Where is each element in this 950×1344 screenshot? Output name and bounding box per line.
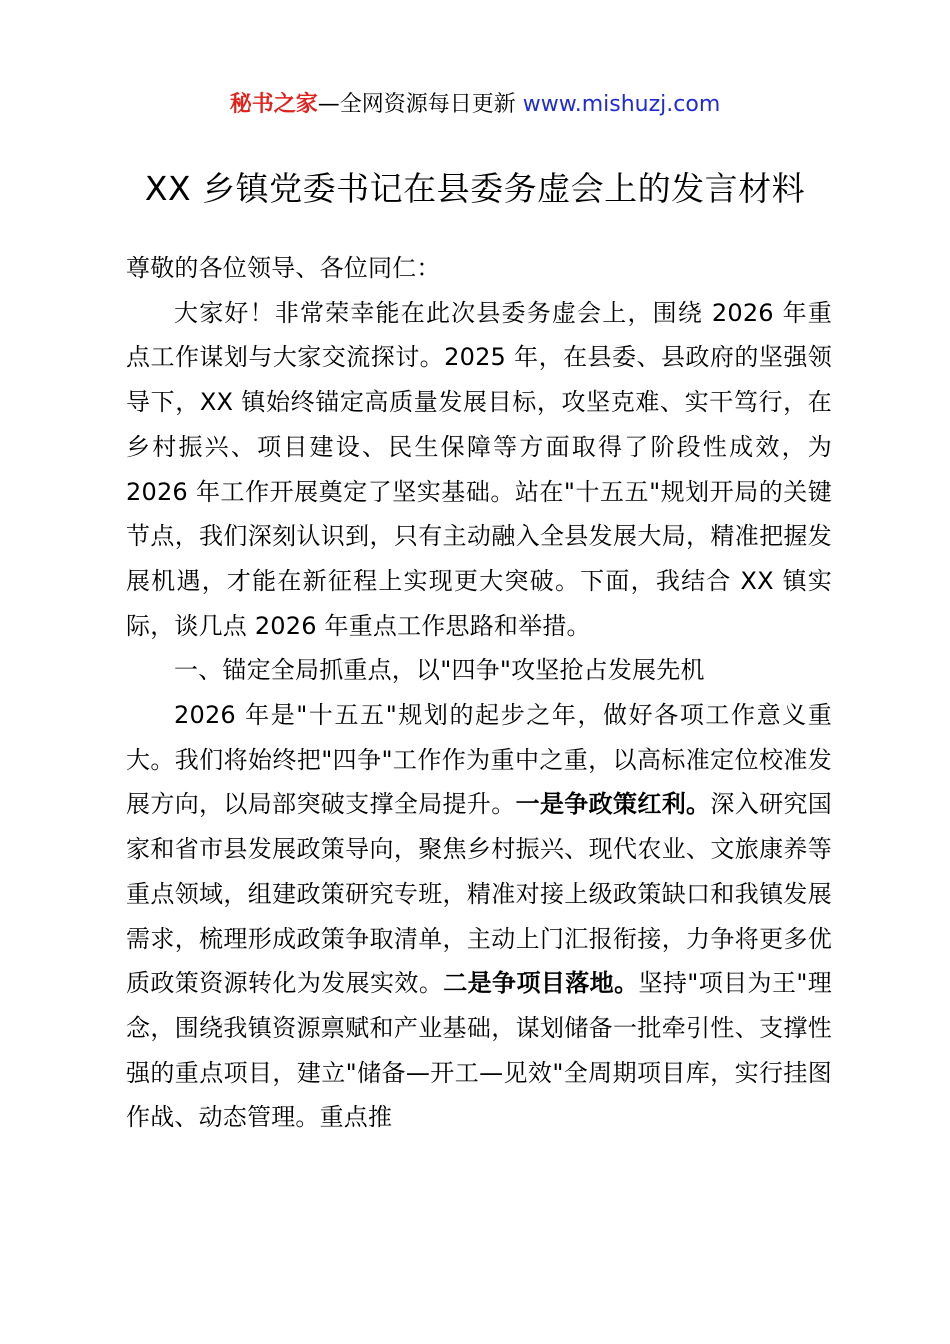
site-tagline: 全网资源每日更新 [339, 92, 516, 117]
section-heading: 一、锚定全局抓重点，以"四争"攻坚抢占发展先机 [174, 656, 705, 685]
document-title: XX 乡镇党委书记在县委务虚会上的发言材料 [144, 169, 806, 208]
point-2-title: 二是争项目落地。 [443, 969, 639, 998]
document-body [126, 246, 832, 1140]
intro-paragraph: 大家好！非常荣幸能在此次县委务虚会上，围绕 2026 年重点工作谋划与大家交流探讨。2025 年，在县委、县政府的坚强领导下，XX 镇始终锚定高质量发展目标，攻坚克难、实干笃行，在乡村振兴、项目建设、民生保障等方面取得了阶段性成效，为 2026 年工作开展奠定了坚实基础。站在"十五五"规划开局的关键节点，我们深刻认识到，只有主动融入全县发展大局，精准把握发展机遇，才能在新征程上实现更大突破。下面，我结合 XX 镇实际，谈几点 2026 年重点工作思路和举措。 [126, 298, 832, 640]
site-brand: 秘书之家 [229, 92, 318, 117]
section-lead-text: 2026 年是"十五五"规划的起步之年，做好各项工作意义重大。我们将始终把"四争"工作作为重中之重，以高标准定位校准发展方向，以局部突破支撑全局提升。 [126, 701, 832, 819]
site-banner [0, 88, 950, 122]
point-2-text: 坚持"项目为王"理念，围绕我镇资源禀赋和产业基础，谋划储备一批牵引性、支撑性强的重点项目，建立"储备—开工—见效"全周期项目库，实行挂图作战、动态管理。重点推 [126, 969, 832, 1132]
point-1-title: 一是争政策红利。 [515, 790, 711, 819]
point-1-text: 深入研究国家和省市县发展政策导向，聚焦乡村振兴、现代农业、文旅康养等重点领域，组建政策研究专班，精准对接上级政策缺口和我镇发展需求，梳理形成政策争取清单，主动上门汇报衔接，力争将更多优质政策资源转化为发展实效。 [126, 790, 832, 998]
salutation: 尊敬的各位领导、各位同仁： [126, 254, 441, 282]
banner-separator: — [317, 92, 340, 117]
site-url-link[interactable]: www.mishuzj.com [522, 92, 721, 117]
section-paragraph [126, 693, 832, 1140]
